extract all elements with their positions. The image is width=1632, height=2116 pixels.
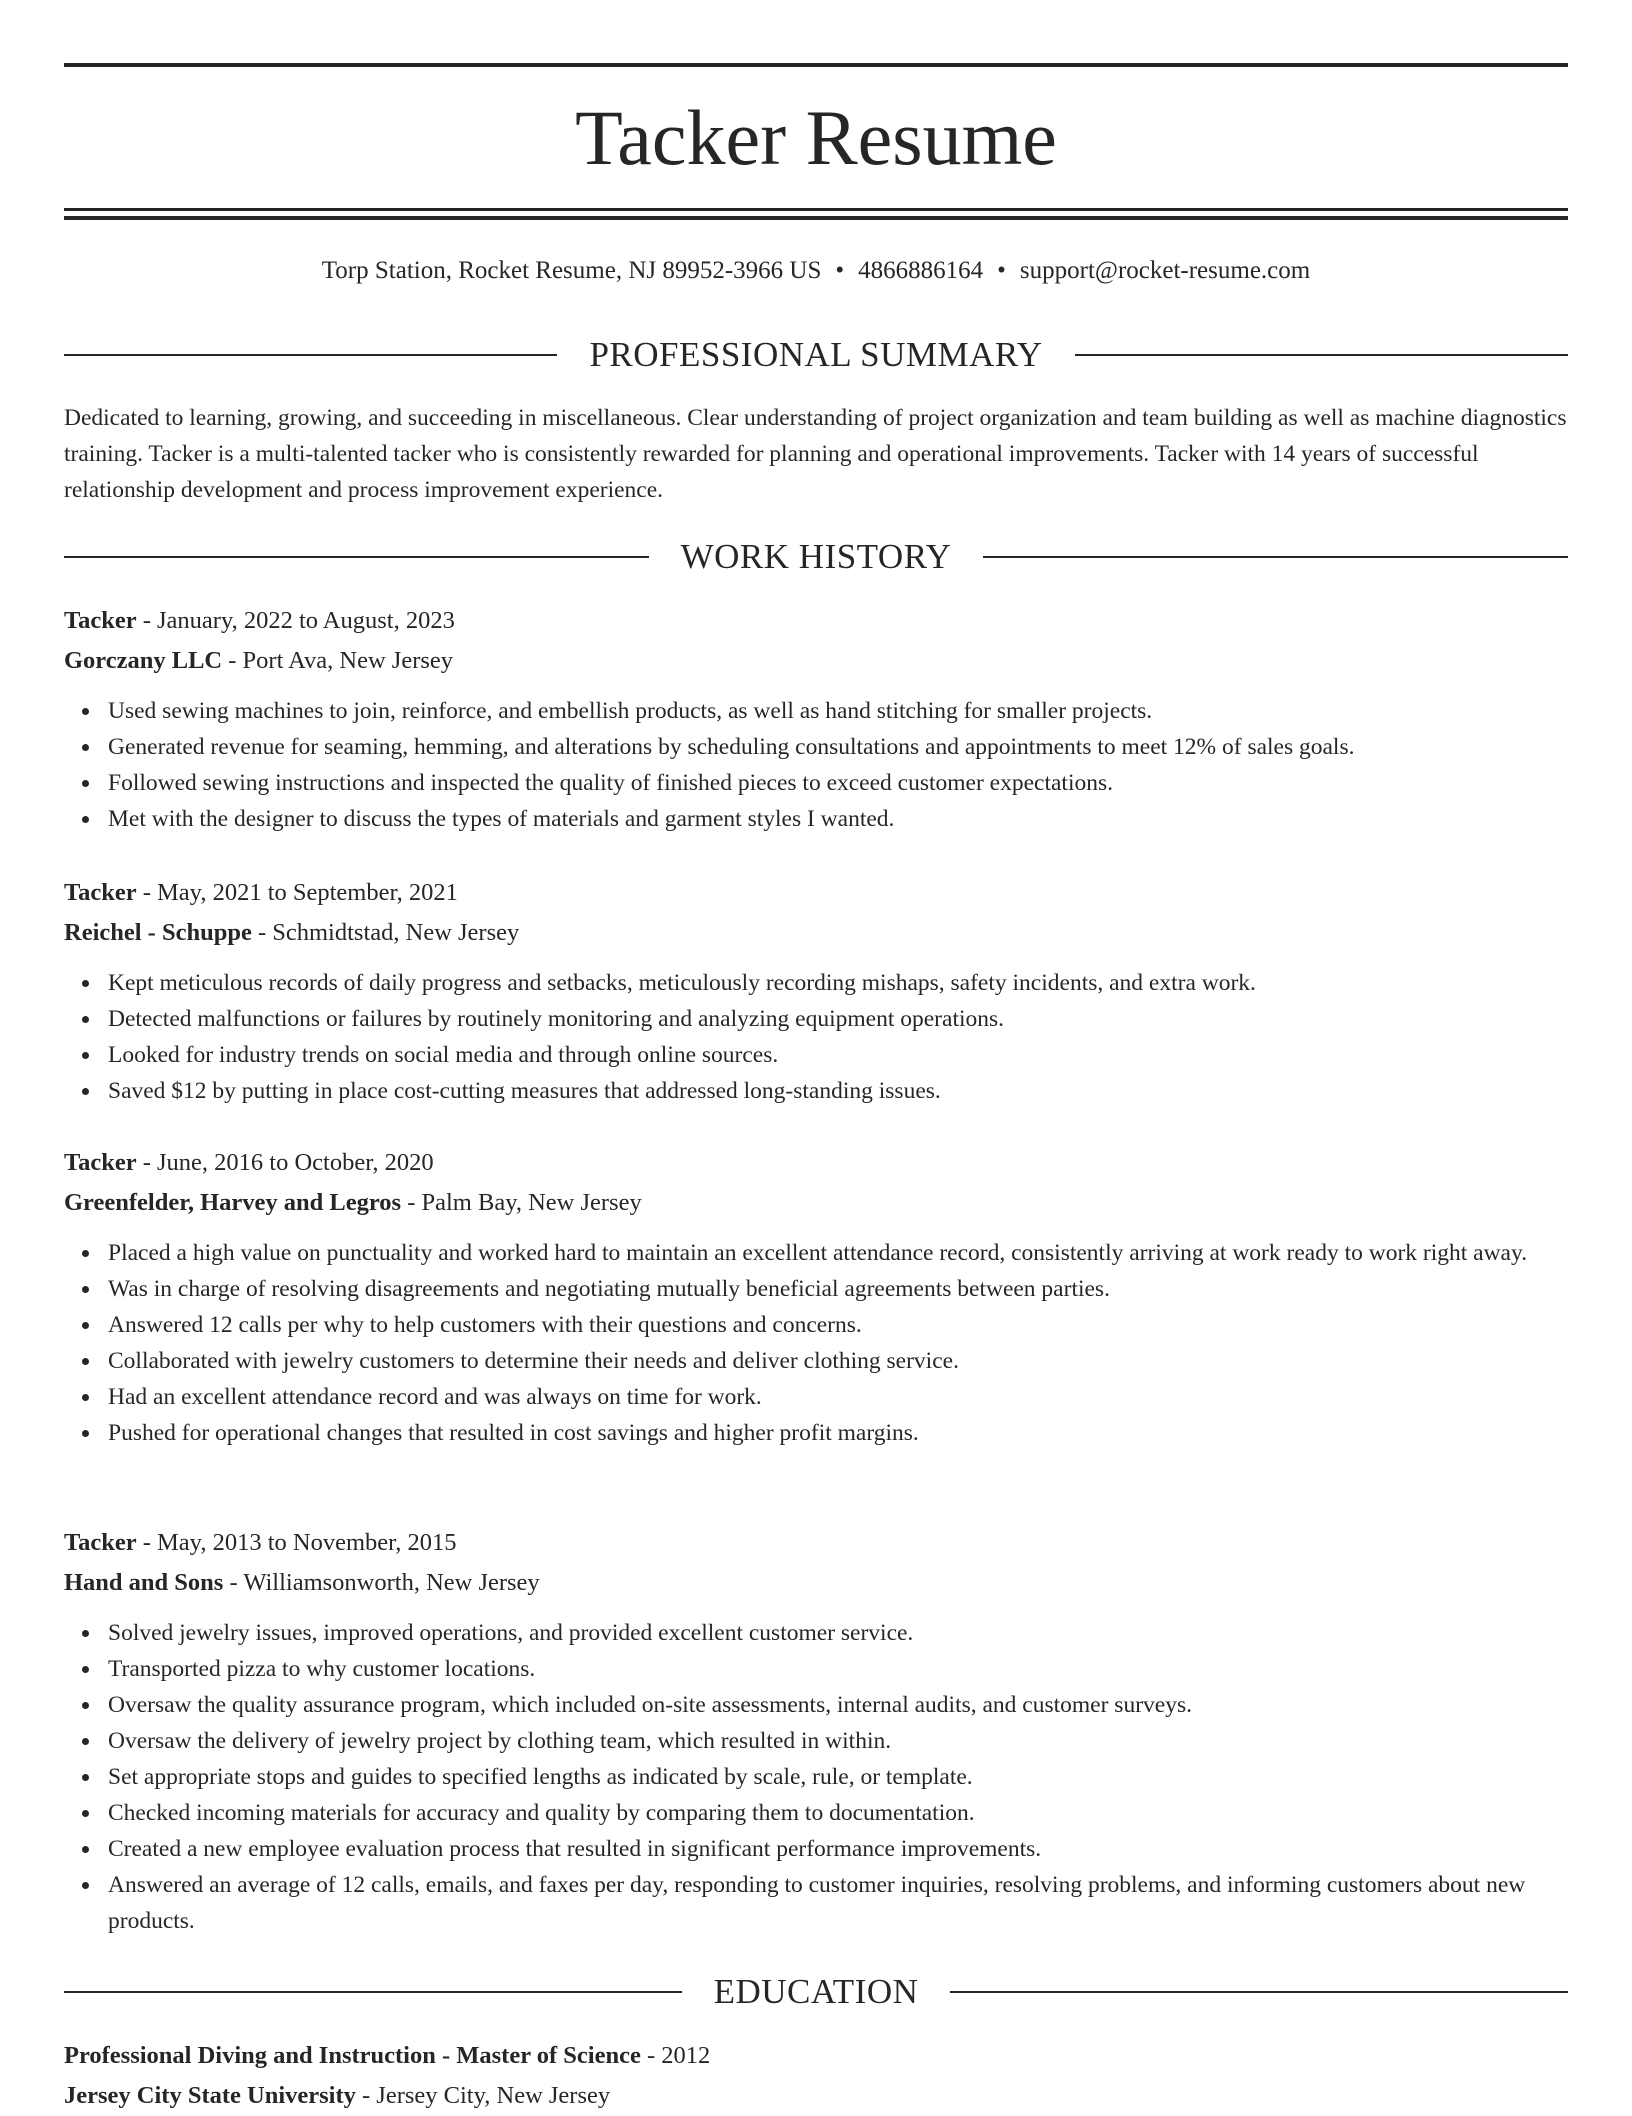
contact-phone: 4866886164: [858, 257, 984, 284]
header-double-rule-lower: [64, 216, 1568, 220]
job-company-line: [64, 641, 1568, 681]
header-top-rule: [64, 63, 1568, 67]
education-location: - Jersey City, New Jersey: [355, 2082, 611, 2109]
job-bullets: [64, 965, 1568, 1109]
job-dates: - May, 2013 to November, 2015: [136, 1529, 457, 1556]
job-bullet: Was in charge of resolving disagreements and negotiating mutually beneficial agreements between parties.: [108, 1271, 1568, 1307]
resume-name: Tacker Resume: [575, 94, 1057, 181]
education-entry: [64, 2036, 1568, 2116]
job-bullet: Created a new employee evaluation process that resulted in significant performance improvements.: [108, 1831, 1568, 1867]
job-company-line: [64, 1563, 1568, 1603]
job-title-line: [64, 1143, 1568, 1183]
job-title: Tacker: [64, 879, 137, 906]
education-school: Jersey City State University: [64, 2082, 356, 2109]
job-company: Hand and Sons: [64, 1569, 224, 1596]
job-bullet: Transported pizza to why customer locations.: [108, 1651, 1568, 1687]
job-bullet: Met with the designer to discuss the types of materials and garment styles I wanted.: [108, 801, 1568, 837]
education-year: - 2012: [640, 2042, 711, 2069]
job-bullet: Solved jewelry issues, improved operations, and provided excellent customer service.: [108, 1615, 1568, 1651]
contact-line: [64, 254, 1568, 288]
section-rule-left: [64, 354, 557, 356]
job-company-line: [64, 913, 1568, 953]
job-entry: [64, 601, 1568, 837]
job-bullet: Had an excellent attendance record and was always on time for work.: [108, 1379, 1568, 1415]
job-entry: [64, 1143, 1568, 1451]
job-bullet: Detected malfunctions or failures by routinely monitoring and analyzing equipment operations.: [108, 1001, 1568, 1037]
job-title: Tacker: [64, 1529, 137, 1556]
header-double-rule-upper: [64, 208, 1568, 211]
job-location: - Port Ava, New Jersey: [222, 647, 454, 674]
job-bullet: Collaborated with jewelry customers to determine their needs and deliver clothing service.: [108, 1343, 1568, 1379]
job-bullet: Set appropriate stops and guides to specified lengths as indicated by scale, rule, or template.: [108, 1759, 1568, 1795]
education-school-line: [64, 2076, 1568, 2116]
job-company: Reichel - Schuppe: [64, 919, 252, 946]
contact-email: support@rocket-resume.com: [1019, 257, 1311, 284]
section-rule-right: [1075, 354, 1568, 356]
job-bullet: Saved $12 by putting in place cost-cutting measures that addressed long-standing issues.: [108, 1073, 1568, 1109]
job-title: Tacker: [64, 607, 137, 634]
job-bullets: [64, 693, 1568, 837]
job-location: - Palm Bay, New Jersey: [401, 1189, 642, 1216]
job-bullet: Pushed for operational changes that resulted in cost savings and higher profit margins.: [108, 1415, 1568, 1451]
job-dates: - May, 2021 to September, 2021: [136, 879, 458, 906]
job-dates: - January, 2022 to August, 2023: [136, 607, 455, 634]
job-title: Tacker: [64, 1149, 137, 1176]
job-bullet: Looked for industry trends on social media and through online sources.: [108, 1037, 1568, 1073]
section-title: WORK HISTORY: [680, 537, 952, 576]
job-bullet: Answered 12 calls per why to help customers with their questions and concerns.: [108, 1307, 1568, 1343]
job-bullet: Oversaw the delivery of jewelry project by clothing team, which resulted in within.: [108, 1723, 1568, 1759]
job-bullet: Used sewing machines to join, reinforce, and embellish products, as well as hand stitching for smaller projects.: [108, 693, 1568, 729]
job-company: Gorczany LLC: [64, 647, 223, 674]
contact-separator: •: [997, 257, 1006, 284]
section-title: PROFESSIONAL SUMMARY: [589, 335, 1043, 374]
section-heading-work-history: [64, 535, 1568, 579]
section-heading-education: [64, 1970, 1568, 2014]
job-bullet: Oversaw the quality assurance program, which included on-site assessments, internal audits, and customer surveys.: [108, 1687, 1568, 1723]
job-bullet: Kept meticulous records of daily progress and setbacks, meticulously recording mishaps, safety incidents, and extra work.: [108, 965, 1568, 1001]
job-bullet: Generated revenue for seaming, hemming, and alterations by scheduling consultations and appointments to meet 12% of sales goals.: [108, 729, 1568, 765]
job-title-line: [64, 873, 1568, 913]
professional-summary-text: Dedicated to learning, growing, and succeeding in miscellaneous. Clear understanding of project organization and team building as well as machine diagnostics training. Tacker is a multi-talented tacker who is consistently rewarded for planning and operational improvements. Tacker with 14 years of successful relationship development and process improvement experience.: [64, 405, 1567, 503]
job-bullet: Placed a high value on punctuality and worked hard to maintain an excellent attendance record, consistently arriving at work ready to work right away.: [108, 1235, 1568, 1271]
section-rule-left: [64, 556, 649, 558]
job-entry: [64, 1523, 1568, 1939]
section-heading-summary: [64, 333, 1568, 377]
job-bullet: Answered an average of 12 calls, emails, and faxes per day, responding to customer inquiries, resolving problems, and informing customers about new products.: [108, 1867, 1568, 1939]
job-entry: [64, 873, 1568, 1109]
job-location: - Williamsonworth, New Jersey: [223, 1569, 540, 1596]
section-rule-left: [64, 1991, 682, 1993]
job-bullets: [64, 1615, 1568, 1939]
education-program: Professional Diving and Instruction - Master of Science: [64, 2042, 641, 2069]
job-title-line: [64, 1523, 1568, 1563]
contact-separator: •: [835, 257, 845, 284]
job-dates: - June, 2016 to October, 2020: [136, 1149, 434, 1176]
education-degree-line: [64, 2036, 1568, 2076]
job-company: Greenfelder, Harvey and Legros: [64, 1189, 402, 1216]
job-title-line: [64, 601, 1568, 641]
job-bullet: Followed sewing instructions and inspected the quality of finished pieces to exceed customer expectations.: [108, 765, 1568, 801]
job-bullet: Checked incoming materials for accuracy and quality by comparing them to documentation.: [108, 1795, 1568, 1831]
job-company-line: [64, 1183, 1568, 1223]
contact-address: Torp Station, Rocket Resume, NJ 89952-3966 US: [321, 257, 822, 284]
section-title: EDUCATION: [713, 1972, 919, 2011]
job-location: - Schmidtstad, New Jersey: [251, 919, 520, 946]
job-bullets: [64, 1235, 1568, 1451]
section-rule-right: [950, 1991, 1568, 1993]
section-rule-right: [983, 556, 1568, 558]
